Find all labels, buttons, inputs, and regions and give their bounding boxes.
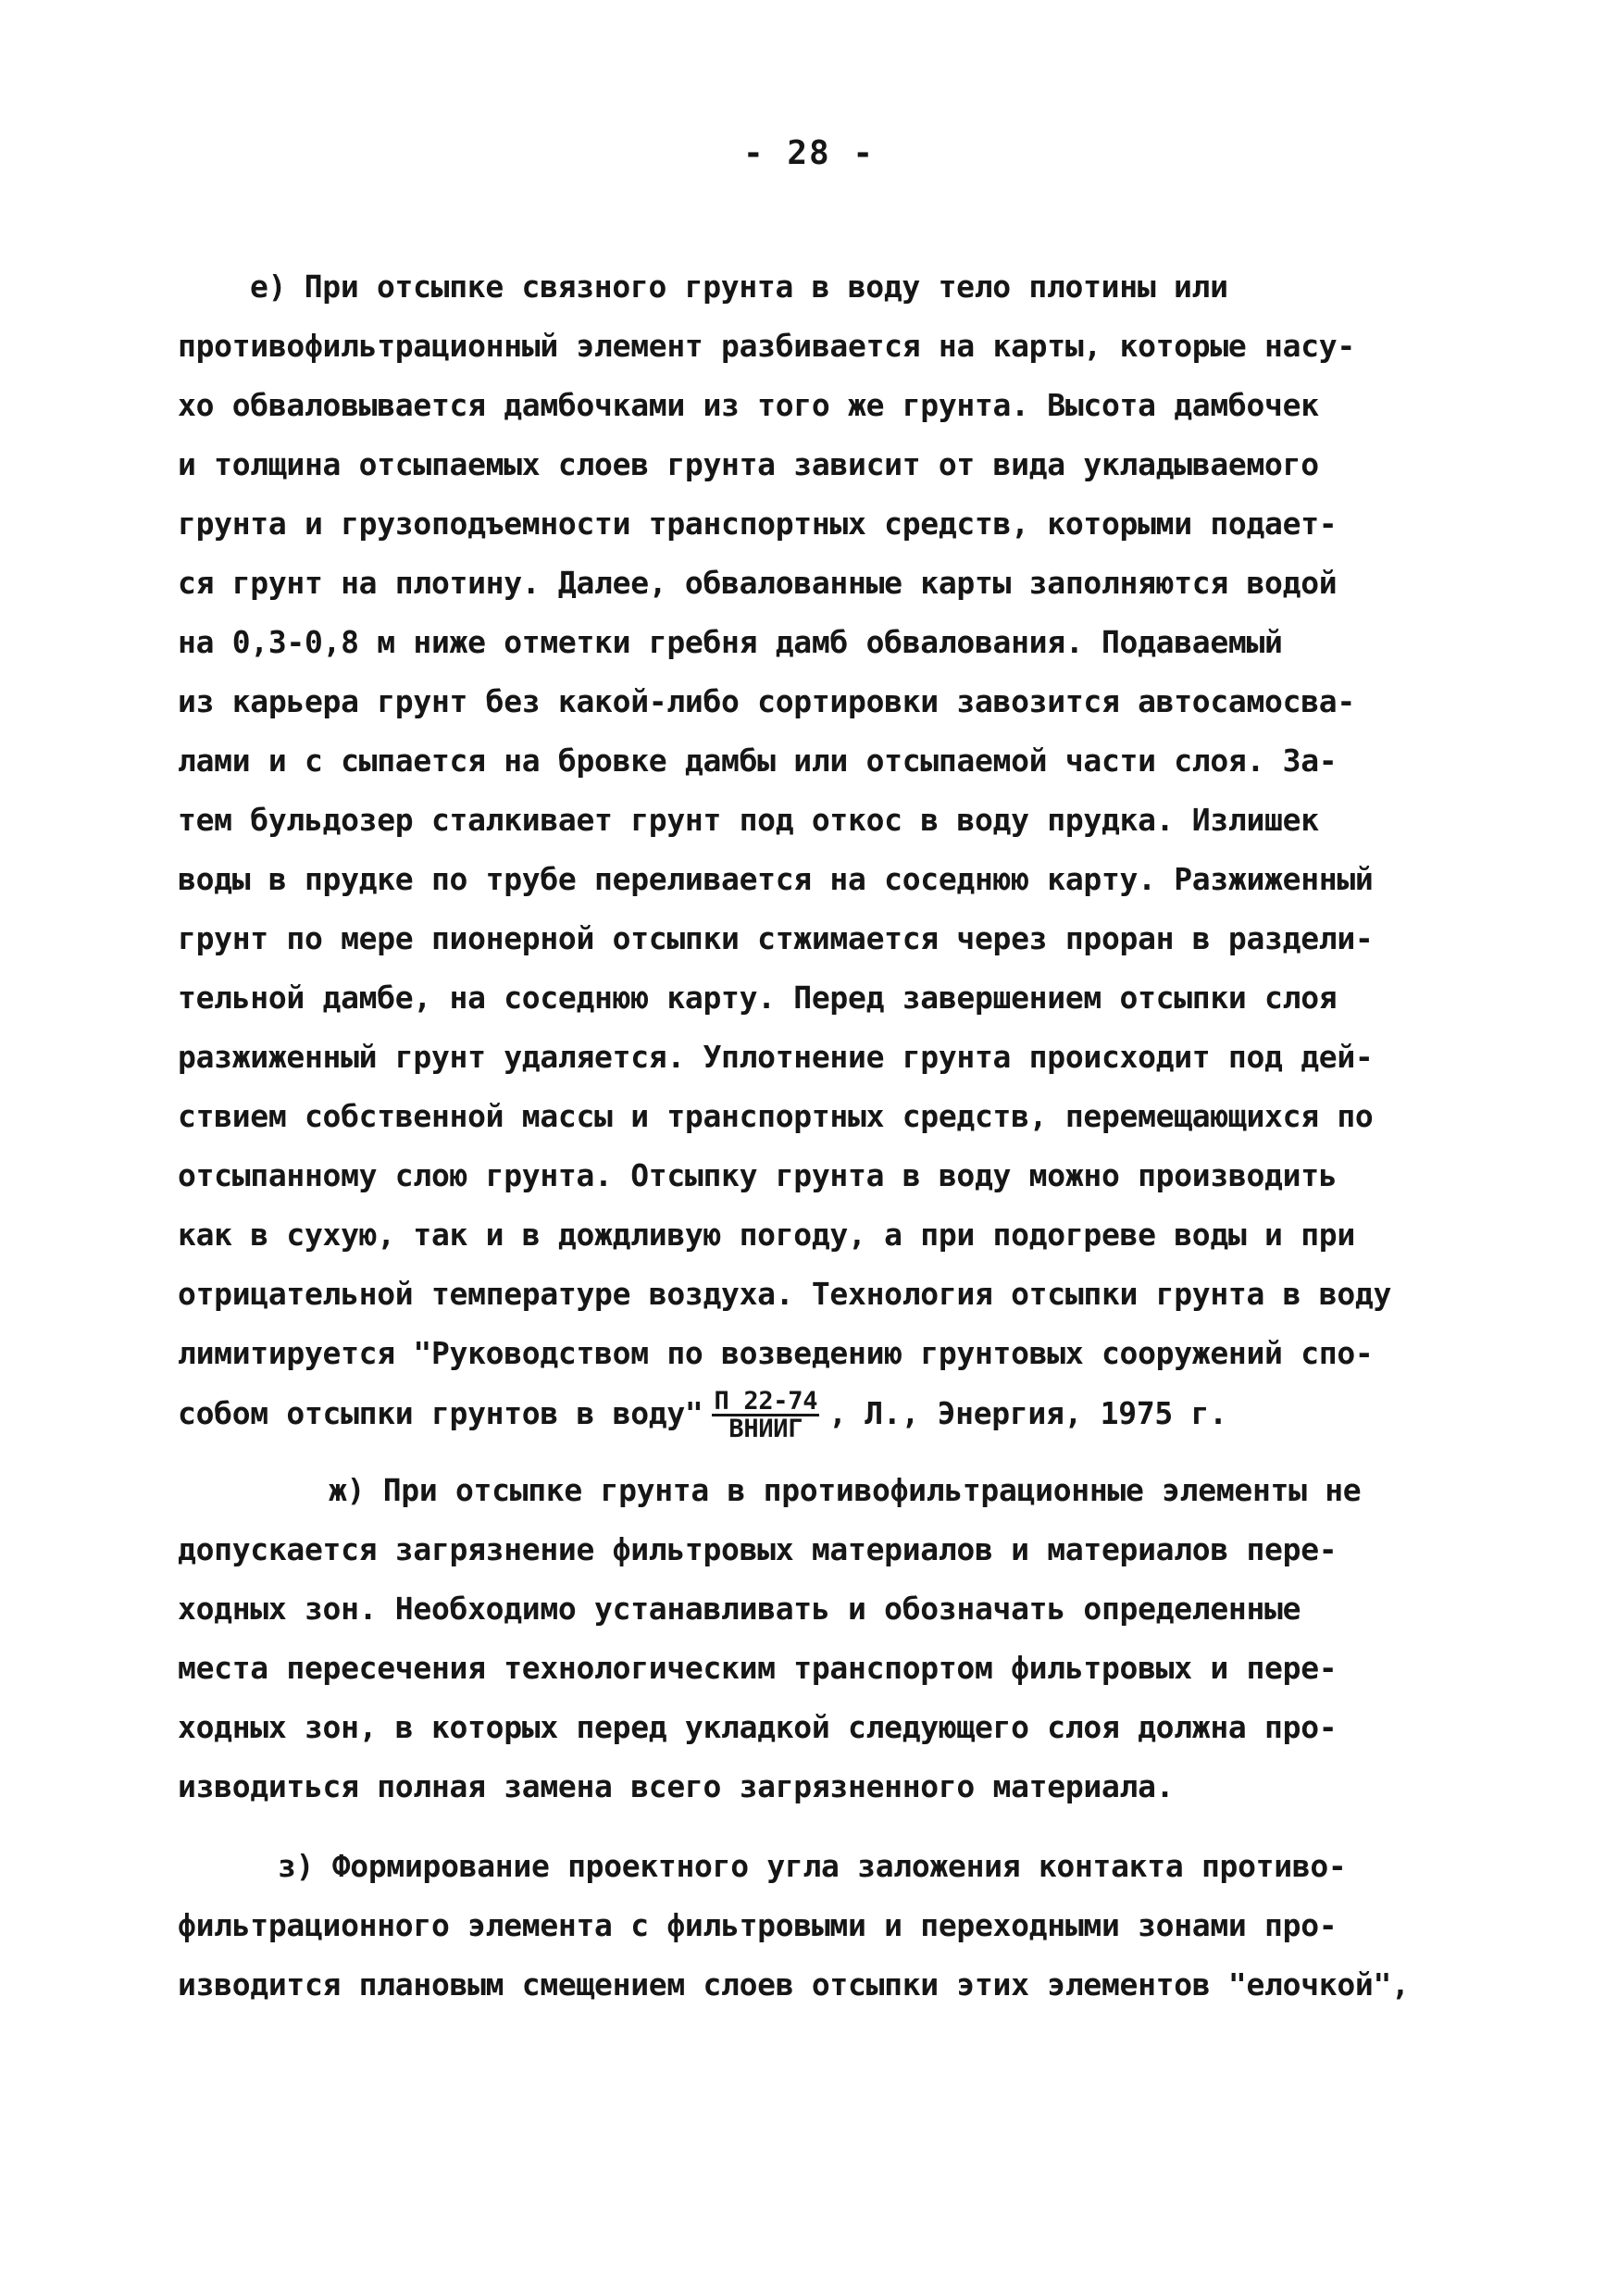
text-line: на 0,3-0,8 м ниже отметки гребня дамб обвалования. Подаваемый <box>178 624 1283 660</box>
fraction-numerator: П 22-74 <box>714 1387 818 1416</box>
text-line: изводиться полная замена всего загрязненного материала. <box>178 1768 1175 1804</box>
text-line: з) Формирование проектного угла заложения контакта противо- <box>278 1848 1347 1884</box>
text-line: из карьера грунт без какой-либо сортировки завозится автосамосва- <box>178 683 1355 719</box>
text-line: хо обваловывается дамбочками из того же грунта. Высота дамбочек <box>178 387 1319 423</box>
text-line: тельной дамбе, на соседнюю карту. Перед завершением отсыпки слоя <box>178 980 1338 1016</box>
text-line: допускается загрязнение фильтровых материалов и материалов пере- <box>178 1531 1338 1567</box>
text-line: как в сухую, так и в дождливую погоду, а при подогреве воды и при <box>178 1217 1355 1253</box>
text-line: отсыпанному слою грунта. Отсыпку грунта в воду можно производить <box>178 1157 1338 1193</box>
text-line: е) При отсыпке связного грунта в воду тело плотины или <box>250 268 1228 305</box>
text-segment: , Л., Энергия, 1975 г. <box>828 1395 1227 1431</box>
text-line: грунт по мере пионерной отсыпки стжимается через проран в раздели- <box>178 920 1374 956</box>
text-line: ходных зон. Необходимо устанавливать и обозначать определенные <box>178 1591 1301 1627</box>
fraction-denominator: ВНИИГ <box>728 1415 803 1443</box>
text-segment: собом отсыпки грунтов в воду" <box>178 1395 703 1431</box>
text-line: ж) При отсыпке грунта в противофильтрационные элементы не <box>329 1472 1362 1508</box>
text-line: противофильтрационный элемент разбивается на карты, которые насу- <box>178 328 1355 364</box>
page-number: - 28 - <box>742 134 876 172</box>
text-line: ствием собственной массы и транспортных средств, перемещающихся по <box>178 1098 1374 1134</box>
text-line: отрицательной температуре воздуха. Технология отсыпки грунта в воду <box>178 1276 1392 1312</box>
document-code-fraction <box>712 1389 819 1441</box>
text-line: лами и с сыпается на бровке дамбы или отсыпаемой части слоя. За- <box>178 742 1338 779</box>
text-line: грунта и грузоподъемности транспортных средств, которыми подает- <box>178 505 1338 542</box>
text-line: ся грунт на плотину. Далее, обвалованные карты заполняются водой <box>178 565 1338 601</box>
text-line: места пересечения технологическим транспортом фильтровых и пере- <box>178 1650 1338 1686</box>
text-line: тем бульдозер сталкивает грунт под откос в воду прудка. Излишек <box>178 802 1319 838</box>
text-line: ходных зон, в которых перед укладкой следующего слоя должна про- <box>178 1709 1338 1745</box>
text-line: воды в прудке по трубе переливается на соседнюю карту. Разжиженный <box>178 861 1374 897</box>
text-line: изводится плановым смещением слоев отсыпки этих элементов "елочкой", <box>178 1966 1410 2003</box>
text-line: лимитируется "Руководством по возведению грунтовых сооружений спо- <box>178 1335 1374 1371</box>
text-line-with-fraction <box>178 1389 1227 1441</box>
text-line: и толщина отсыпаемых слоев грунта зависит от вида укладываемого <box>178 446 1319 482</box>
text-line: фильтрационного элемента с фильтровыми и переходными зонами про- <box>178 1907 1338 1943</box>
text-line: разжиженный грунт удаляется. Уплотнение грунта происходит под дей- <box>178 1039 1374 1075</box>
